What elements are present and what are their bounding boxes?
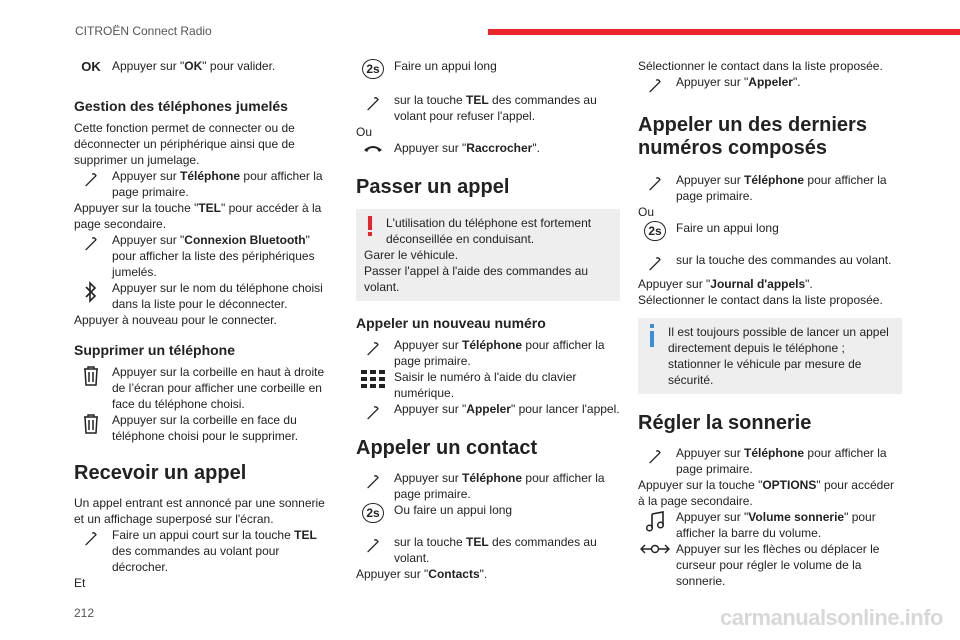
tap-icon [74, 233, 108, 257]
receive-step-1: Faire un appui court sur la touche TEL des commandes au volant pour décrocher. [74, 527, 330, 575]
paired-step-2: Appuyer sur la touche "TEL" pour accéder à la page secondaire. [74, 201, 322, 231]
tap-icon [356, 338, 390, 362]
trash-icon [74, 365, 108, 389]
recent-step-4: Appuyer sur "Journal d'appels". [638, 277, 813, 291]
long-press-step: 2s Faire un appui long [356, 58, 620, 76]
heading-ringtone: Régler la sonnerie [638, 412, 812, 434]
new-step-3: Appuyer sur "Appeler" pour lancer l'appel. [356, 401, 620, 419]
long-press-2s-icon: 2s [356, 59, 390, 83]
heading-receive-call: Recevoir un appel [74, 462, 247, 484]
column-1 [74, 58, 330, 591]
contact-step-3: sur la touche TEL des commandes au volant. [356, 534, 620, 566]
long-press-2s-icon: 2s [356, 503, 390, 527]
footer-watermark: carmanualsonline.info [720, 605, 943, 630]
tap-icon [638, 446, 672, 470]
ring-step-1: Appuyer sur Téléphone pour afficher la page primaire. [638, 445, 902, 477]
recent-step-2: 2s Faire un appui long [638, 220, 902, 238]
column-3 [638, 58, 902, 589]
page-number: 212 [74, 606, 95, 620]
paired-step-5: Appuyer à nouveau pour le connecter. [74, 313, 277, 327]
ok-icon: OK [81, 59, 101, 74]
slider-arrows-icon [638, 542, 672, 566]
or-text: Ou [356, 125, 373, 139]
recent-step-5: Sélectionner le contact dans la liste proposée. [638, 293, 883, 307]
tap-icon [356, 471, 390, 495]
ok-step: OK Appuyer sur "OK" pour valider. [74, 58, 330, 76]
ring-step-3: Appuyer sur "Volume sonnerie" pour afficher la barre du volume. [638, 509, 902, 541]
new-step-1: Appuyer sur Téléphone pour afficher la page primaire. [356, 337, 620, 369]
bluetooth-icon [74, 281, 108, 305]
select-contact: Sélectionner le contact dans la liste proposée. [638, 59, 883, 73]
tap-icon [74, 169, 108, 193]
tap-icon [638, 253, 672, 277]
heading-delete-phone: Supprimer un téléphone [74, 342, 236, 358]
contact-step-4: Appuyer sur "Contacts". [356, 567, 488, 581]
warning-note: L'utilisation du téléphone est fortement déconseillée en conduisant. Garer le véhicule. Passer l'appel à l'aide des commandes au volant. [356, 209, 620, 301]
receive-intro: Un appel entrant est annoncé par une sonnerie et un affichage superposé sur l'écran. [74, 496, 325, 526]
paired-step-1: Appuyer sur Téléphone pour afficher la page primaire. [74, 168, 330, 200]
column-2 [356, 58, 620, 582]
contact-step-2: 2s Ou faire un appui long [356, 502, 620, 520]
info-icon [648, 324, 662, 352]
new-step-2: Saisir le numéro à l'aide du clavier numérique. [356, 369, 620, 401]
paired-step-4: Appuyer sur le nom du téléphone choisi dans la liste pour le déconnecter. [74, 280, 330, 312]
ring-step-2: Appuyer sur la touche "OPTIONS" pour accéder à la page secondaire. [638, 478, 894, 508]
delete-step-1: Appuyer sur la corbeille en haut à droite de l’écran pour afficher une corbeille en face du téléphone choisi. [74, 364, 330, 412]
heading-call-contact: Appeler un contact [356, 437, 538, 459]
header-title: CITROËN Connect Radio [75, 24, 212, 38]
tap-icon [356, 535, 390, 559]
hang-up-icon [356, 141, 390, 165]
paired-step-3: Appuyer sur "Connexion Bluetooth" pour afficher la liste des périphériques jumelés. [74, 232, 330, 280]
heading-make-call: Passer un appel [356, 176, 510, 198]
delete-step-2: Appuyer sur la corbeille en face du téléphone choisi pour le supprimer. [74, 412, 330, 444]
paired-intro: Cette fonction permet de connecter ou de déconnecter un périphérique ainsi que de supprimer un jumelage. [74, 121, 295, 167]
ring-step-4: Appuyer sur les flèches ou déplacer le curseur pour régler le volume de la sonnerie. [638, 541, 902, 589]
tap-icon [356, 402, 390, 426]
call-step: Appuyer sur "Appeler". [638, 74, 902, 92]
heading-recent-numbers: Appeler un des derniers numéros composés [638, 114, 867, 159]
heading-new-number: Appeler un nouveau numéro [356, 315, 546, 331]
header-accent-bar [488, 29, 960, 35]
info-note: Il est toujours possible de lancer un appel directement depuis le téléphone ; stationner le véhicule par mesure de sécurité. [638, 318, 902, 394]
recent-step-3: sur la touche des commandes au volant. [638, 252, 902, 270]
warning-icon [366, 215, 380, 241]
tap-icon [74, 528, 108, 552]
tap-icon [356, 93, 390, 117]
music-note-icon [638, 510, 672, 534]
receive-and: Et [74, 576, 86, 590]
reject-step: sur la touche TEL des commandes au volant pour refuser l'appel. [356, 92, 620, 124]
heading-paired-phones: Gestion des téléphones jumelés [74, 98, 288, 114]
recent-step-1: Appuyer sur Téléphone pour afficher la page primaire. [638, 172, 902, 204]
hangup-step: Appuyer sur "Raccrocher". [356, 140, 620, 158]
long-press-2s-icon: 2s [638, 221, 672, 245]
trash-icon [74, 413, 108, 437]
keypad-icon [356, 370, 390, 394]
tap-icon [638, 173, 672, 197]
tap-icon [638, 75, 672, 99]
or-text: Ou [638, 205, 655, 219]
contact-step-1: Appuyer sur Téléphone pour afficher la page primaire. [356, 470, 620, 502]
